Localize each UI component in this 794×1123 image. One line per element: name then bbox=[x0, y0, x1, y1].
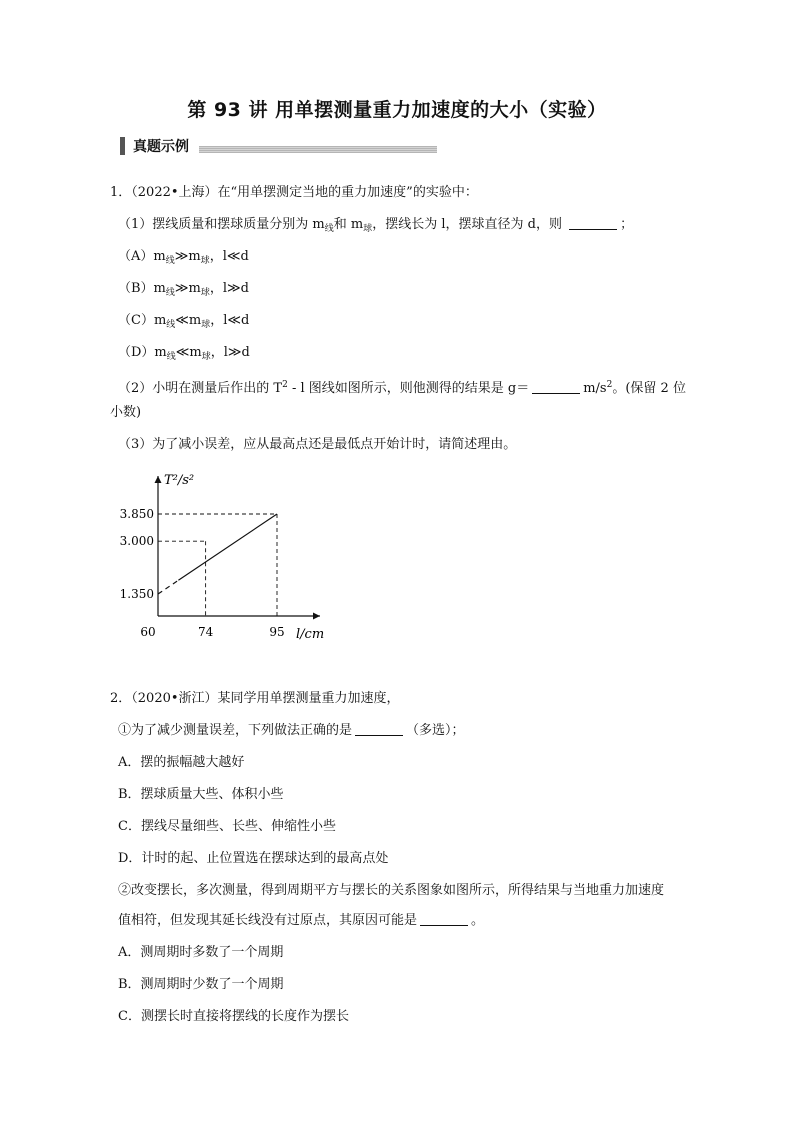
q2-option-c: C．摆线尽量细些、长些、伸缩性小些 bbox=[118, 819, 336, 834]
y-axis-label: T²/s² bbox=[164, 473, 195, 488]
section-marker bbox=[120, 137, 125, 155]
q2-option-b: B．摆球质量大些、体积小些 bbox=[118, 787, 284, 802]
y-tick-label: 3.000 bbox=[119, 534, 154, 549]
t2-l-graph bbox=[110, 468, 340, 648]
q2-sub1: ①为了减少测量误差，下列做法正确的是 （多选）； bbox=[118, 723, 465, 738]
chart-marks bbox=[120, 507, 285, 639]
q1-option-d: $(D)m_线≪m_球$，l≫d bbox=[118, 345, 250, 362]
section-header bbox=[120, 136, 437, 156]
q1-option-b: $(B)m_线≫m_球$，l≫d bbox=[118, 281, 249, 298]
q1-option-c: $(C)m_线≪m_球$，l≪d bbox=[118, 313, 250, 330]
x-tick-label: 60 bbox=[140, 625, 156, 639]
q1-option-a: $(A)m_线≫m_球$，l≪d bbox=[118, 249, 249, 266]
q1-stem: 1．（2022•上海）在“用单摆测定当地的重力加速度”的实验中： bbox=[110, 185, 478, 200]
q1-part2-cont: 小数) bbox=[110, 405, 142, 420]
q2-option-d: D．计时的起、止位置选在摆球达到的最高点处 bbox=[118, 851, 389, 866]
q2-sub2-line1: ②改变摆长，多次测量，得到周期平方与摆长的关系图象如图所示，所得结果与当地重力加速度 bbox=[118, 883, 665, 898]
q2-option-a: A．摆的振幅越大越好 bbox=[118, 755, 245, 770]
y-tick-label: 1.350 bbox=[119, 587, 154, 601]
q2-option-b2: B．测周期时少数了一个周期 bbox=[118, 977, 284, 992]
q2-sub2-line2: 值相符，但发现其延长线没有过原点，其原因可能是 。 bbox=[118, 913, 485, 928]
answer-blank bbox=[532, 380, 580, 394]
page-title: 第 93 讲 用单摆测量重力加速度的大小（实验） bbox=[187, 99, 607, 121]
q1-part3: （3）为了减小误差，应从最高点还是最低点开始计时，请简述理由。 bbox=[118, 437, 517, 452]
answer-blank bbox=[355, 722, 403, 736]
graph-line-solid bbox=[178, 514, 277, 580]
section-title: 真题示例 bbox=[133, 139, 189, 155]
x-tick-label: 74 bbox=[197, 625, 214, 639]
graph-line-dashed bbox=[158, 580, 178, 594]
answer-blank bbox=[569, 216, 617, 230]
y-tick-label: 3.850 bbox=[119, 507, 154, 521]
q1-part2: （2）小明在测量后作出的 $T^2$ - l 图线如图所示，则他测得的结果是 $g= m/s^2$。(保留 2 位 bbox=[118, 380, 686, 396]
x-axis-label: l/cm bbox=[296, 627, 325, 642]
answer-blank bbox=[420, 912, 468, 926]
x-tick-label: 95 bbox=[269, 625, 285, 639]
q1-part1: （1）摆线质量和摆球质量分别为 $m_线$和 $m_球$，摆线长为 l，摆球直径为 d，则 ； bbox=[118, 217, 634, 234]
q2-stem: 2．（2020•浙江）某同学用单摆测量重力加速度， bbox=[110, 691, 400, 706]
graph-svg bbox=[110, 468, 340, 648]
section-rule bbox=[199, 146, 437, 153]
q2-option-c2: C．测摆长时直接将摆线的长度作为摆长 bbox=[118, 1009, 349, 1024]
q2-option-a2: A．测周期时多数了一个周期 bbox=[118, 945, 284, 960]
